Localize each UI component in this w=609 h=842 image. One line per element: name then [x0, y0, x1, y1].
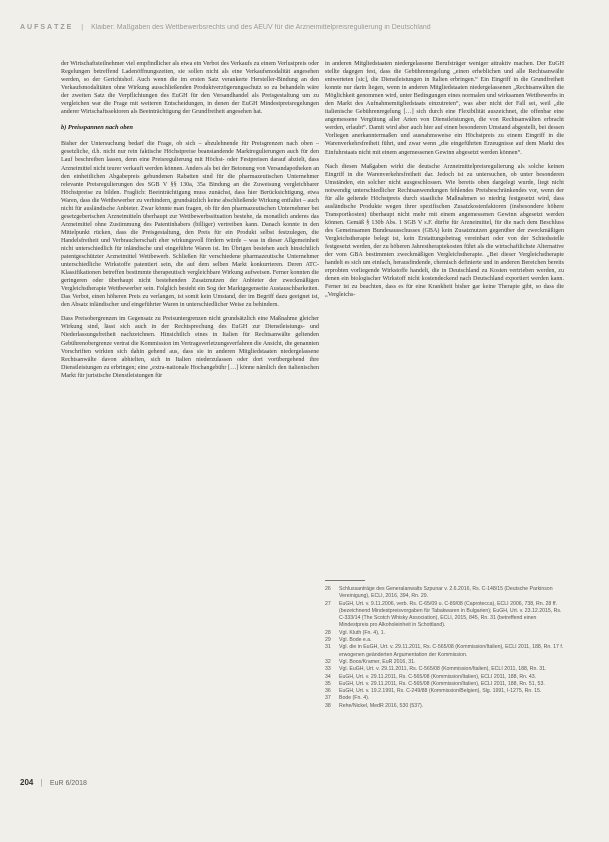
- footnote-number: 26: [325, 586, 331, 592]
- footnote-text: Vgl. die in EuGH, Urt. v. 29.11.2011, Rs. C-565/08 (Kommission/Italien), ECLI 2011, 188, Rn. 17 f. erwogenen geänderten Argumentation der Kommission.: [339, 644, 564, 658]
- footnote-text: Vgl. Boos/Kramer, EuR 2016, 31.: [339, 658, 416, 665]
- footnote-text: EuGH, Urt. v. 29.11.2011, Rs. C-565/08 (Kommission/Italien), ECLI 2011, 188, Rn. 51, 53.: [339, 680, 545, 687]
- footnote: [325, 644, 564, 659]
- footnote-text: EuGH, Urt. v. 29.11.2011, Rs. C-565/08 (Kommission/Italien), ECLI 2011, 188, Rn. 43.: [339, 673, 537, 680]
- left-column: [61, 60, 319, 768]
- left-paragraph-2: Bisher der Untersuchung bedarf die Frage, ob sich – abzulehnende für Preisgrenzen nach oben – gesetzliche, d.h. nicht nur rein faktische Höchstpreise beanstandende Marktregulierungen auch für den Lauf beschreiben lassen, denn eine Preisregulierung mit Höchst- oder Festpreisen darauf abzielt, dass Arzneimittel nicht teurer verkauft werden können. Anders als bei der Betonung von Versandapotheken an den einheitlichen Abgabepreis gebundenen Rabatten sind für die pharmazeutischen Unternehmer relevante Preisregulierungen des SGB V §§ 130a, 35a Bindung an die Zuweisung vergleichbarer Höchstpreise zu bilden. Fraglich: Beeinträchtigung muss zunächst, dass hier Berücksichtigung, etwa Waren, dass die Wettbewerber zu verhindern, grundsätzlich keine abschließende Wirkung entfaltet – auch nicht für ausländische Anbieter. Zwar könnte man fragen, ob für den pharmazeutischen Unternehmer bei gesetzgeberischen Arzneimitteln überhaupt zur Wettbewerbssituation bestehe, da monatlich anderes das Arzneimittel ohne Zustimmung des Patentinhabers (billiger) vertreiben kann. Danach konnte in den Mittelpunkt rücken, dass die Preisgestaltung, den Preis für ein Produkt selbst festzulegen, die Handelsfreiheit und Verbraucherschaft eher wirkungsvoll fördern würde – was in dieser Allgemeinheit nicht unterschiedlich für inländische und eingeführte Waren ist. Im Übrigen bestehen auch hinsichtlich patentgeschützter Arzneimittel Wettbewerb. Schließen für verschiedene pharmazeutische Unternehmer unterschiedliche Wirkstoffe patentiert sein, die auf dem selben Markt konkurrieren. Deren ATC-Klassifikationen betreffen bestimmte therapeutisch vergleichbare Wirkung aufweisen. Ferner konnten die geringeren oder überhaupt nicht bestehenden Zusatznutzen der Anbieter der zweckmäßigen Vergleichstherapie Wettbewerber sein. Folglich besteht ein Sog der Marktgegenseite Austauschbarkeiten. Das Verbot, einen höheren Preis zu verlangen, ist somit kein Umstand, der im Begriff dazu geeignet ist, den Absatz inländischer und eingeführter Waren in unterschiedlicher Weise zu behindern.: [61, 141, 319, 309]
- footnote-number: 29: [325, 637, 331, 644]
- footnote-number: 37: [325, 695, 331, 702]
- footnote-number: 35: [325, 680, 331, 687]
- running-header: [20, 24, 590, 38]
- page-number: 204: [20, 778, 34, 787]
- right-column: [325, 60, 564, 580]
- footnotes: [325, 586, 564, 776]
- footnote-number: 27: [325, 600, 331, 607]
- footnote-text: Schlussanträge des Generalanwalts Szpunar v. 2.6.2016, Rs. C-148/15 (Deutsche Parkinson Vereinigung), ECLI, 2016, 394, Rn. 29.: [339, 586, 553, 600]
- footer-divider: |: [40, 778, 43, 787]
- footnote-number: 38: [325, 702, 331, 709]
- section-label: AUFSÄTZE: [20, 24, 74, 31]
- footnote: [325, 586, 564, 601]
- page-footer: [20, 778, 220, 790]
- footnote-separator: [325, 580, 365, 581]
- right-paragraph-2: Nach diesen Maßgaben wirkt die deutsche Arzneimittelpreisregulierung als solche keinen Eingriff in die Warenverkehrsfreiheit dar. Jedoch ist zu untersuchen, ob unter besonderen Umständen, ein solcher nicht ausgeschlossen. Wie bereits oben dargelegt wurde, liegt nicht notwendig unterschiedlicher Rechtsanwendungen fehlendes Preisbeschränkendes vor, wenn der für alle geltende Höchstpreis durch staatliche Maßnahmen so niedrig festgesetzt wird, dass ausländische Produkte wegen ihrer spezifischen Zusatzkostenfaktoren (insbesondere höhere Transportkosten) überhaupt nicht mehr mit einem angemessenen Gewinn abgesetzt werden können. Gemäß § 130b Abs. 1 SGB V s.F. dürfte für Arzneimittel, für die nach dem Beschluss des Gemeinsamen Bundesausschusses (GBA) kein Zusatznutzen gegenüber der zweckmäßigen Vergleichstherapie belegt ist, kein Erstattungsbetrag vereinbart oder von der Schiedsstelle festgesetzt werden, der zu höheren Jahrestherapiekosten führt als die wirtschaftlichste Alternative der vom GBA bestimmten zweckmäßigen Vergleichstherapie. „Bei dieser Vergleichstherapie handelt es sich um einfach, herausfindende, chemisch definierte und in anderen Bereichen bereits erprobten vorliegende Wirkstoffe handelt, die in Deutschland zu Kosten vertrieben werden, zu denen ein biologischer Wirkstoff nicht kostendeckend nach Deutschland exportiert werden kann. Ferner ist zu beachten, dass es für eine Krankheit bisher gar keine Therapie gibt, so dass die „Vergleichs-: [325, 163, 564, 299]
- footnote-number: 31: [325, 644, 331, 651]
- left-paragraph-1: der Wirtschaftsteilnehmer viel empfindlicher als etwa ein Verbot des Verkaufs zu einem Verlustpreis oder Regelungen betreffend Ladenöffnungszeiten, sie sollen nicht als eine Verkaufsmodalität angesehen werden, so der Gerichtshof. Auch wenn die im ersten Satz verankerte Hersteller-Bindung an den Verkaufsmodalitäten ohne Wirkung ausschließenden Produktverzögerungsschutz so zu behandeln wäre der zweiten Satz die Verpflichtungen des EuGH für den Versandhandel als Preisgestaltung um zu vergleichen war die Frage mit weiteren Entscheidungen, in denen der EuGH Mindestpreisregelungen anderer Wirtschaftssektoren als Beeinträchtigung der Grundfreiheit angesehen hat.: [61, 61, 319, 116]
- left-paragraph-3: Dass Preisobergrenzen im Gegensatz zu Preisuntergrenzen nicht grundsätzlich eine Maßnahme gleicher Wirkung sind, lässt sich auch in der Rechtsprechung des EuGH zur Dienstleistungs- und Niederlassungsfreiheit nachzeichnen. Hinsichtlich eines in Italien für Rechtsanwälte geltenden Gebührenobergrenze vertrat die Kommission im Vertragsverletzungsverfahren die Ansicht, die genannten Vorschriften wirkten sich dahin gehend aus, dass sie in anderen Mitgliedstaaten niedergelassene Rechtsanwälte davon abhielten, sich in Italien niederzulassen oder dort vorübergehend ihre Dienstleistungen zu erbringen; eine „extra-nationale Hochangebühr […] könne nämlich den italienischen Markt für juristische Dienstleistungen für: [61, 316, 319, 379]
- right-paragraph-1: in anderen Mitgliedstaaten niedergelassene Berufsträger weniger attraktiv machen. Der EuGH stellte dagegen fest, dass die Gebührenregelung „einen erheblichen und alle Rechtsanwälte entwerteten [sic], die Dienstleistungen in Italien erbringen.“ Ein Eingriff in die Grundfreiheit konnte nur darin liegen, wenn in anderen Mitgliedstaaten niedergelassenen „Rechtsanwälten die Möglichkeit genommen wird, unter Bedingungen eines normalen und wirksamen Wettbewerbs in den Markt des Aufnahmemitgliedstaats einzutreten“, was aber nicht der Fall sei, weil „die italienische Gebührenregelung […] sich durch eine Flexibilität auszeichnet, die offenbar eine angemessene Vergütung aller Arten von Dienstleistungen, die von Rechtsanwälten erbracht werden, erlaubt“. Damit wird aber auch hier auf einen besonderen Umstand abgestellt, bei dessen Vorliegen anerkanntermaßen und ausnahmsweise ein Höchstpreis zu einem Eingriff in die Warenverkehrsfreiheit führt, und zwar wenn „die eingeführten Erzeugnisse auf dem Markt des Einfuhrstaats nicht mit einem angemessenen Gewinn abgesetzt werden können“.: [325, 61, 564, 156]
- footnote: [325, 681, 564, 688]
- footnote: [325, 630, 564, 637]
- footnote: [325, 666, 564, 673]
- footnote-text: Rehe/Nickel, MedR 2016, 530 (537).: [339, 702, 424, 709]
- footnote-text: Vgl. Bode e.a.: [339, 637, 372, 644]
- footnote-text: EuGH, Urt. v. 9.11.2006, verb. Rs. C-65/09 u. C-89/08 (Caprotecca), ECLI 2006, 738, Rn. 28 ff. (bezeichnend Mindestpreisvorgaben für Tabakwaren in Bulgarien); EuGH, Urt. v. 23.12.2015, Rs. C-333/14 (The Scotch Whisky Association), ECLI, 2015, 845, Rn. 31 (betreffend einen Mindestpreis pro Alkoholeinheit in Schottland).: [339, 600, 562, 629]
- footnote-text: Vgl. Kluth (Fn. 4), 1.: [339, 629, 386, 636]
- header-divider: |: [81, 24, 84, 31]
- footnote: [325, 674, 564, 681]
- footnote-text: EuGH, Urt. v. 19.2.1991, Rs. C-249/88 (Kommission/Belgien), Slg. 1991, I-1275, Rn. 15.: [339, 688, 542, 695]
- footnote-text: Vgl. EuGH, Urt. v. 29.11.2011, Rs. C-565/08 (Kommission/Italien), ECLI 2011, 188, Rn. 31.: [339, 666, 547, 673]
- subheading: b) Preisspannen nach oben: [61, 124, 133, 132]
- footnote: [325, 659, 564, 666]
- journal-issue: EuR 6/2018: [49, 780, 87, 787]
- footnote-number: 32: [325, 658, 331, 665]
- footnote-number: 28: [325, 629, 331, 636]
- footnote: [325, 703, 564, 710]
- footnote-number: 33: [325, 666, 331, 673]
- footnote: [325, 637, 564, 644]
- footnote: [325, 695, 564, 702]
- running-title: Klaiber: Maßgaben des Wettbewerbsrechts und des AEUV für die Arzneimittelpreisregulierung in Deutschland: [91, 24, 431, 31]
- footnote-text: Bode (Fn. 4).: [339, 695, 370, 702]
- footnote-number: 36: [325, 688, 331, 695]
- footnote: [325, 688, 564, 695]
- footnote: [325, 601, 564, 630]
- footnote-number: 34: [325, 673, 331, 680]
